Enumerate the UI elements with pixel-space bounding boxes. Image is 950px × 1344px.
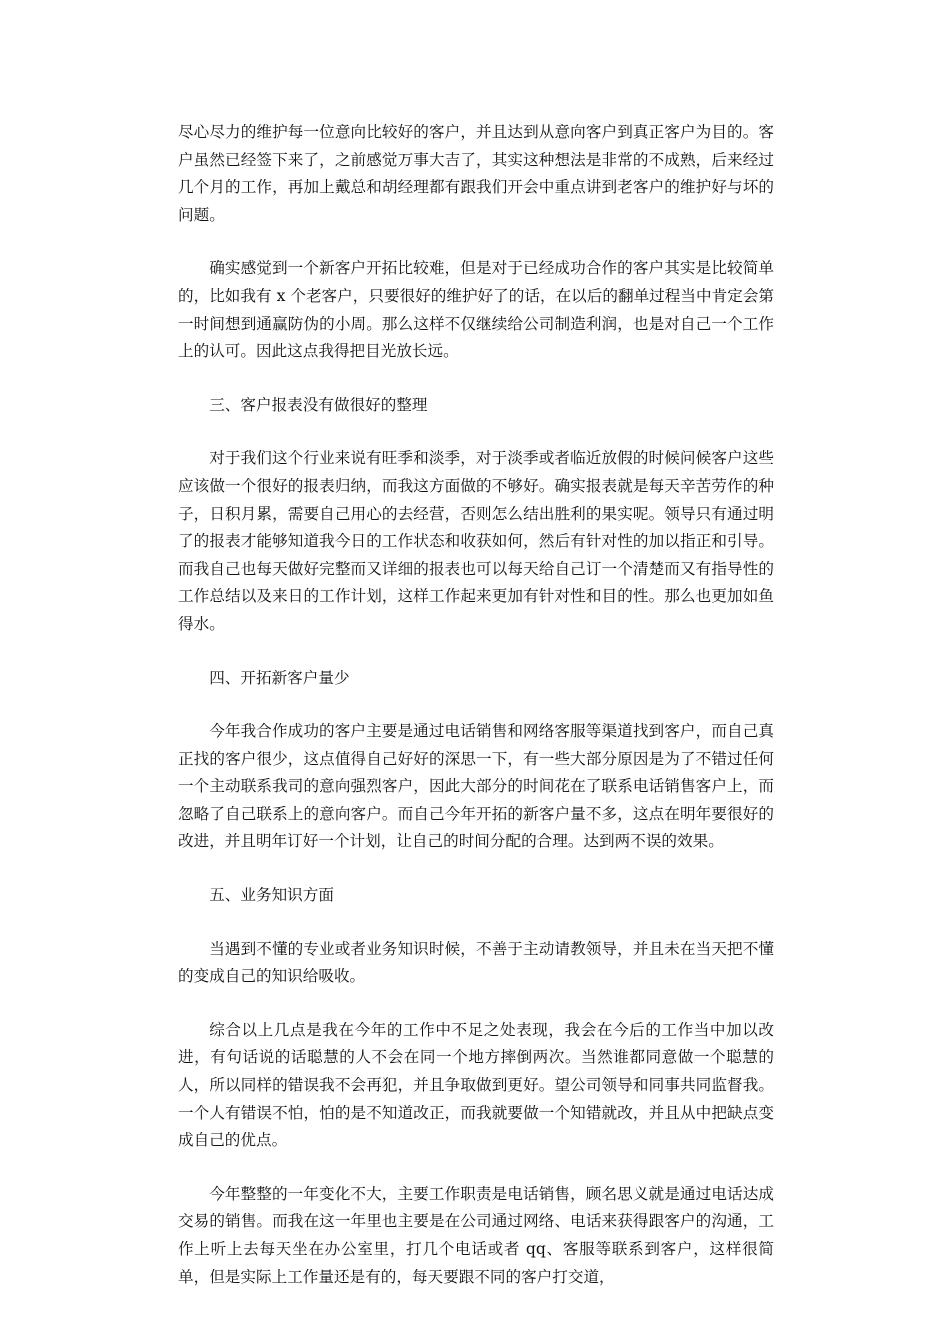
- section-heading-5: 五、业务知识方面: [209, 886, 334, 905]
- paragraph-2: 确实感觉到一个新客户开拓比较难，但是对于已经成功合作的客户其实是比较简单的，比如我有 x 个老客户，只要很好的维护好了的话，在以后的翻单过程当中肯定会第一时间想到通赢防伪的小周。那么这样不仅继续给公司制造利润，也是对自己一个工作上的认可。因此这点我得把目光放长远。: [178, 259, 774, 361]
- paragraph-5: 当遇到不懂的专业或者业务知识时候，不善于主动请教领导，并且未在当天把不懂的变成自己的知识给吸收。: [178, 939, 774, 986]
- paragraph-6: 综合以上几点是我在今年的工作中不足之处表现，我会在今后的工作当中加以改进，有句话说的话聪慧的人不会在同一个地方摔倒两次。当然谁都同意做一个聪慧的人，所以同样的错误我不会再犯，并且争取做到更好。望公司领导和同事共同监督我。一个人有错误不怕，怕的是不知道改正，而我就要做一个知错就改，并且从中把缺点变成自己的优点。: [178, 1020, 774, 1150]
- section-heading-3: 三、客户报表没有做很好的整理: [209, 395, 428, 414]
- document-body: [178, 119, 774, 1317]
- paragraph-4: 今年我合作成功的客户主要是通过电话销售和网络客服等渠道找到客户，而自己真正找的客户很少，这点值得自己好好的深思一下，有一些大部分原因是为了不错过任何一个主动联系我司的意向强烈客户，因此大部分的时间花在了联系电话销售客户上，而忽略了自己联系上的意向客户。而自己今年开拓的新客户量不多，这点在明年要很好的改进，并且明年订好一个计划，让自己的时间分配的合理。达到两不误的效果。: [178, 722, 774, 851]
- section-heading-4: 四、开拓新客户量少: [209, 668, 350, 687]
- paragraph-1: 尽心尽力的维护每一位意向比较好的客户，并且达到从意向客户到真正客户为目的。客户虽然已经签下来了，之前感觉万事大吉了，其实这种想法是非常的不成熟，后来经过几个月的工作，再加上戴总和胡经理都有跟我们开会中重点讲到老客户的维护好与坏的问题。: [178, 123, 774, 224]
- paragraph-3: 对于我们这个行业来说有旺季和淡季，对于淡季或者临近放假的时候问候客户这些应该做一个很好的报表归纳，而我这方面做的不够好。确实报表就是每天辛苦劳作的种子，日积月累，需要自己用心的去经营，否则怎么结出胜利的果实呢。领导只有通过明了的报表才能够知道我今日的工作状态和收获如何，然后有针对性的加以指正和引导。而我自己也每天做好完整而又详细的报表也可以每天给自己订一个清楚而又有指导性的工作总结以及来日的工作计划，这样工作起来更加有针对性和目的性。那么也更加如鱼得水。: [178, 449, 774, 633]
- paragraph-7: 今年整整的一年变化不大，主要工作职责是电话销售，顾名思义就是通过电话达成交易的销售。而我在这一年里也主要是在公司通过网络、电话来获得跟客户的沟通，工作上听上去每天坐在办公室里，打几个电话或者 qq、客服等联系到客户，这样很简单，但是实际上工作量还是有的，每天要跟不同的客户打交道，: [178, 1184, 774, 1286]
